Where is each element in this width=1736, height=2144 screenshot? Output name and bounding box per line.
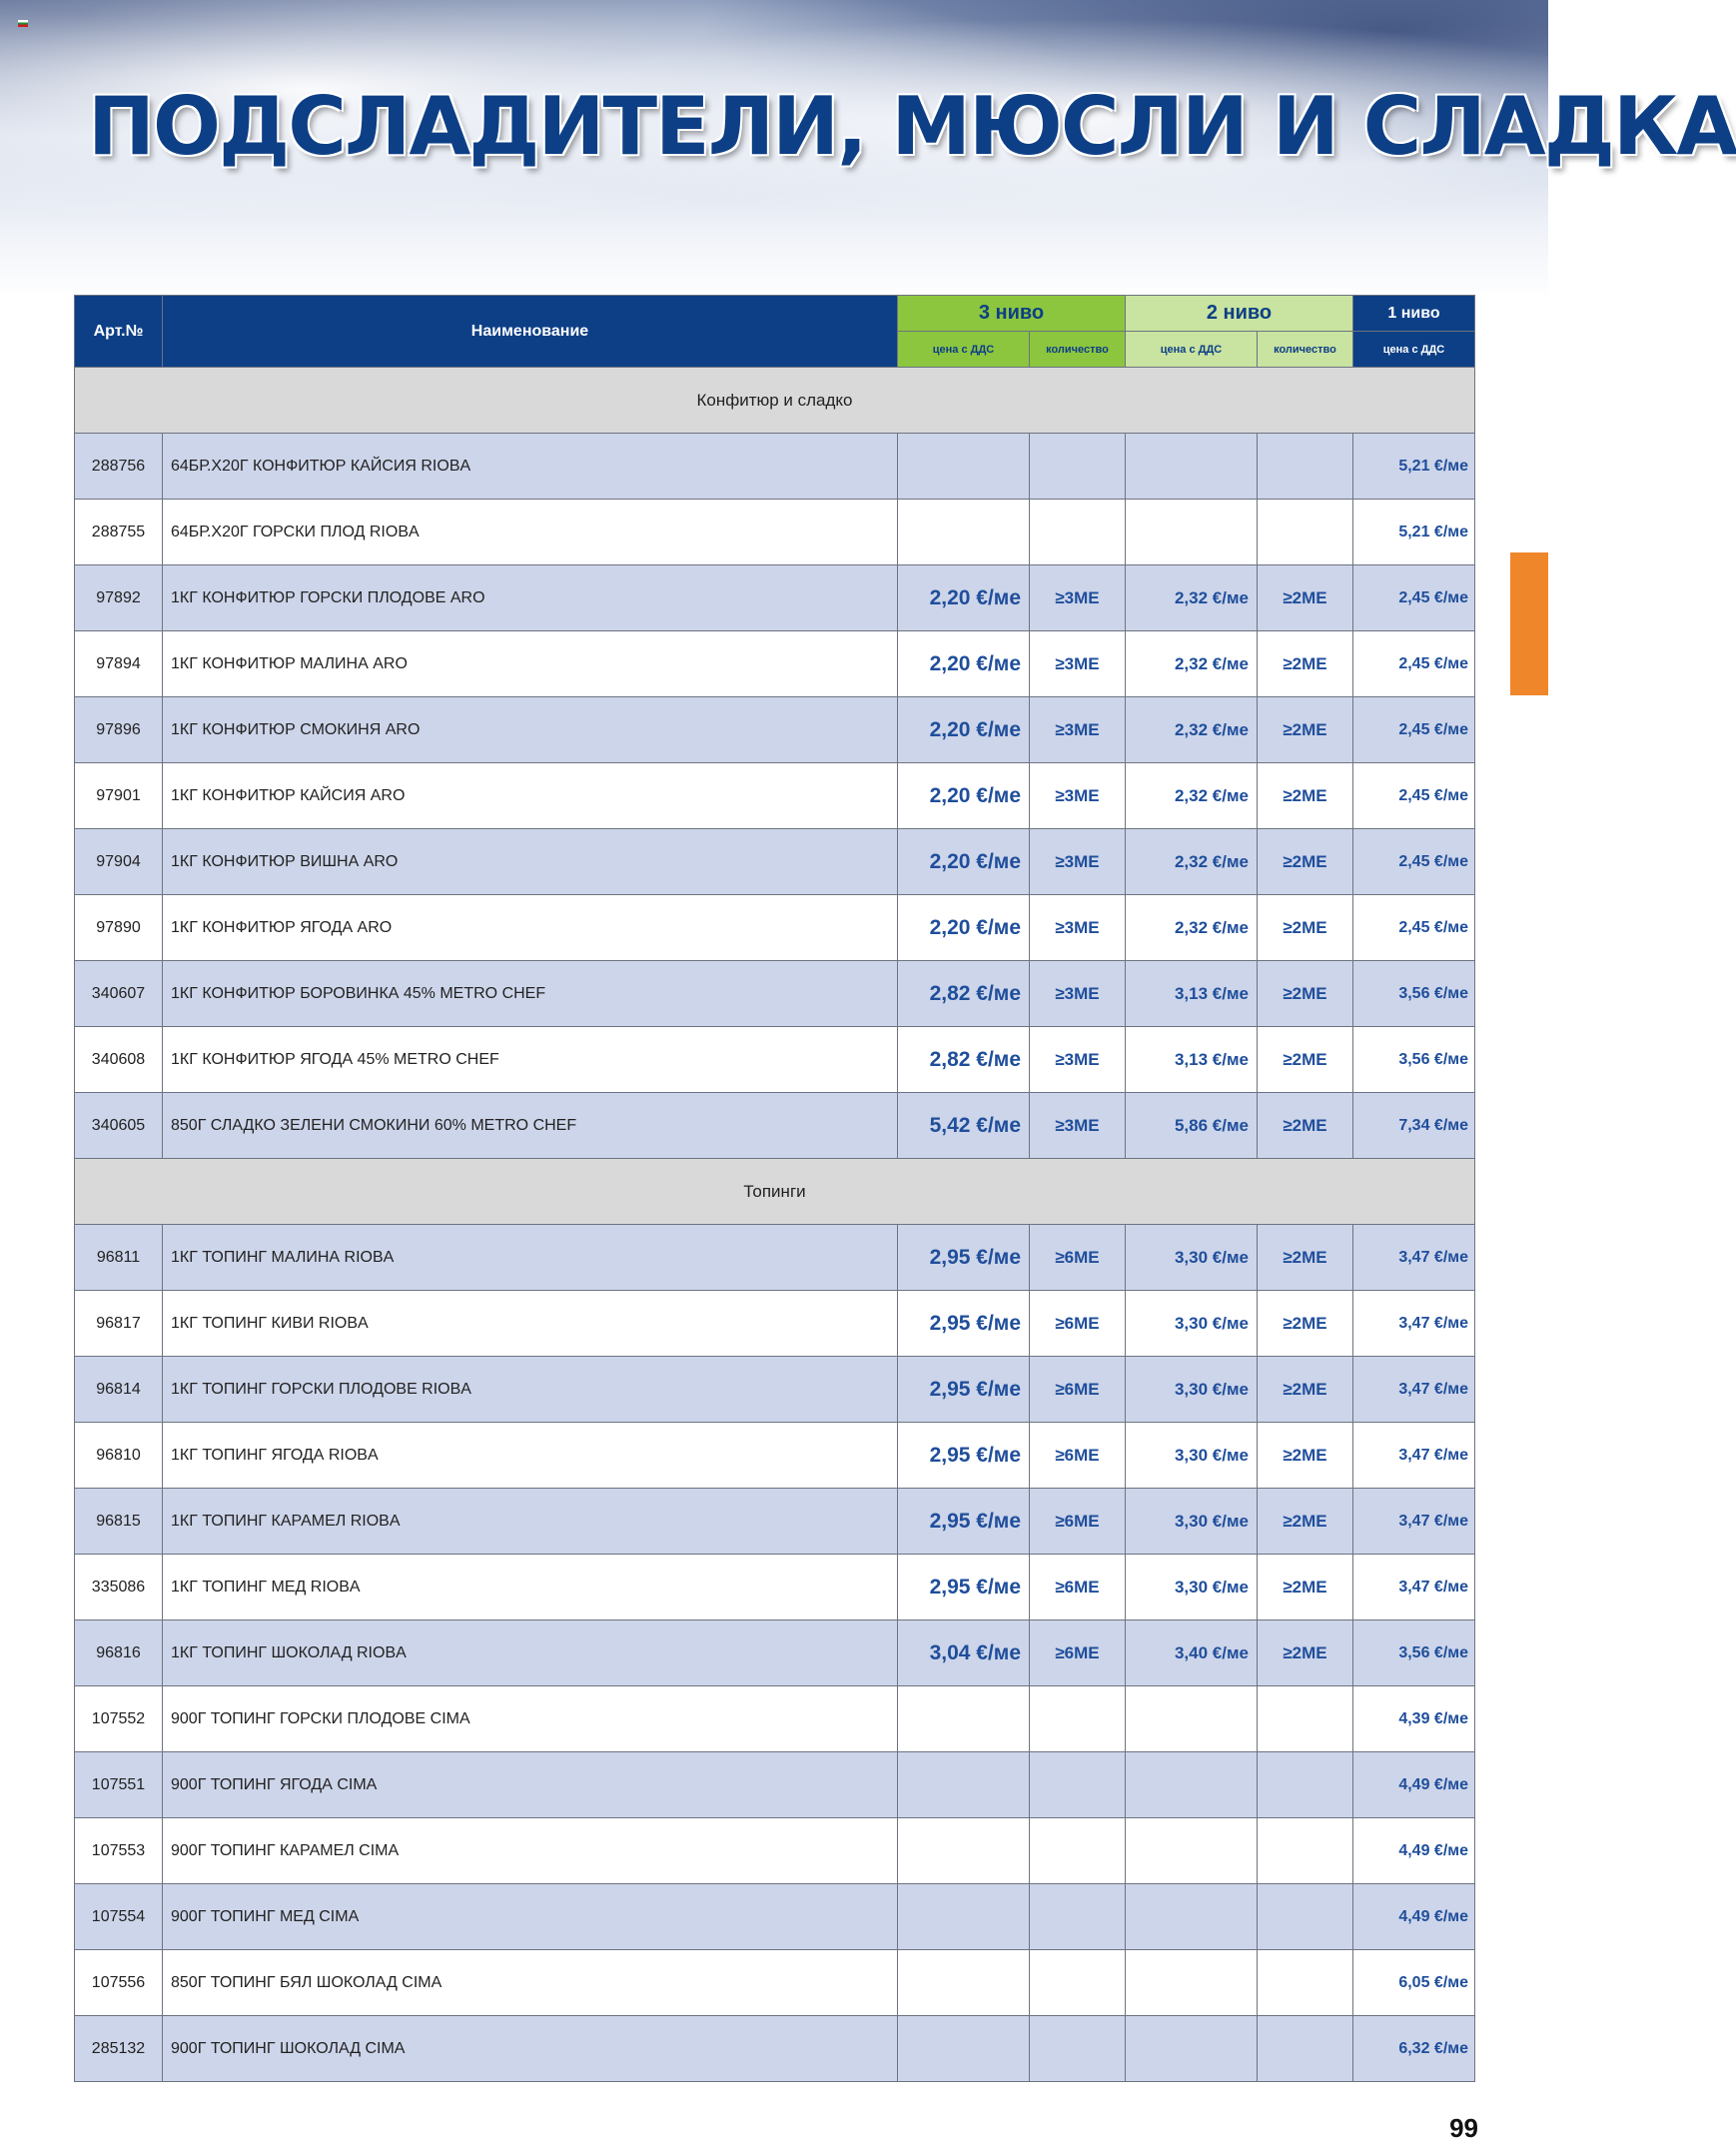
level2-price-cell: 2,32 €/ме [1126,697,1258,763]
level3-price-cell: 2,95 €/ме [898,1291,1030,1357]
article-code-cell: 107553 [75,1818,163,1884]
level3-quantity-cell: ≥3МЕ [1030,631,1126,697]
article-code-cell: 96811 [75,1225,163,1291]
level2-price-cell [1126,1686,1258,1752]
table-row [75,1752,1475,1818]
product-name-cell: 1КГ КОНФИТЮР ВИШНА ARO [163,829,898,895]
product-name-cell: 64БР.Х20Г КОНФИТЮР КАЙСИЯ RIOBA [163,434,898,500]
level3-price-cell: 2,82 €/ме [898,1027,1030,1093]
table-row [75,697,1475,763]
section-title: Топинги [75,1159,1475,1225]
article-code-cell: 288755 [75,500,163,565]
level1-price-cell: 5,21 €/ме [1353,434,1475,500]
level2-price-cell [1126,1884,1258,1950]
article-code-cell: 96816 [75,1620,163,1686]
table-row [75,631,1475,697]
level3-quantity-cell: ≥3МЕ [1030,1093,1126,1159]
article-code-cell: 97890 [75,895,163,961]
header-level2-price: цена с ДДС [1126,332,1258,368]
level3-quantity-cell [1030,1818,1126,1884]
level2-price-cell: 2,32 €/ме [1126,565,1258,631]
level3-price-cell [898,1818,1030,1884]
level1-price-cell: 4,39 €/ме [1353,1686,1475,1752]
level2-price-cell: 3,30 €/ме [1126,1555,1258,1620]
level3-quantity-cell: ≥6МЕ [1030,1620,1126,1686]
level1-price-cell: 2,45 €/ме [1353,763,1475,829]
level2-price-cell: 3,30 €/ме [1126,1489,1258,1555]
level3-price-cell [898,500,1030,565]
level3-quantity-cell [1030,1950,1126,2016]
table-row [75,1291,1475,1357]
level1-price-cell: 5,21 €/ме [1353,500,1475,565]
header-level1: 1 ниво [1353,296,1475,332]
level3-price-cell: 2,82 €/ме [898,961,1030,1027]
level1-price-cell: 2,45 €/ме [1353,829,1475,895]
level3-quantity-cell: ≥3МЕ [1030,1027,1126,1093]
level3-price-cell: 2,95 €/ме [898,1555,1030,1620]
article-code-cell: 97904 [75,829,163,895]
level2-price-cell [1126,434,1258,500]
level2-price-cell: 3,13 €/ме [1126,961,1258,1027]
level3-price-cell: 2,20 €/ме [898,565,1030,631]
level2-quantity-cell: ≥2МЕ [1258,1027,1353,1093]
hero-banner-image [0,0,1736,300]
level2-price-cell: 2,32 €/ме [1126,829,1258,895]
level2-quantity-cell [1258,500,1353,565]
level1-price-cell: 3,47 €/ме [1353,1291,1475,1357]
level3-price-cell [898,1950,1030,2016]
level2-price-cell [1126,1752,1258,1818]
level3-quantity-cell: ≥3МЕ [1030,895,1126,961]
level3-price-cell: 2,20 €/ме [898,697,1030,763]
level1-price-cell: 4,49 €/ме [1353,1884,1475,1950]
table-row [75,1620,1475,1686]
table-row [75,1489,1475,1555]
product-name-cell: 1КГ ТОПИНГ КИВИ RIOBA [163,1291,898,1357]
level1-price-cell: 3,56 €/ме [1353,1620,1475,1686]
article-code-cell: 107552 [75,1686,163,1752]
product-name-cell: 1КГ ТОПИНГ МАЛИНА RIOBA [163,1225,898,1291]
product-name-cell: 900Г ТОПИНГ МЕД CIMA [163,1884,898,1950]
level1-price-cell: 2,45 €/ме [1353,697,1475,763]
product-name-cell: 850Г ТОПИНГ БЯЛ ШОКОЛАД CIMA [163,1950,898,2016]
level2-quantity-cell [1258,434,1353,500]
level3-quantity-cell [1030,500,1126,565]
article-code-cell: 97894 [75,631,163,697]
table-row [75,1357,1475,1423]
level3-price-cell: 2,20 €/ме [898,763,1030,829]
table-row [75,1093,1475,1159]
level2-quantity-cell: ≥2МЕ [1258,829,1353,895]
table-row [75,1884,1475,1950]
level3-price-cell [898,2016,1030,2082]
page-number: 99 [1449,2113,1478,2143]
header-art-no: Арт.№ [75,296,163,368]
level2-quantity-cell: ≥2МЕ [1258,763,1353,829]
article-code-cell: 107551 [75,1752,163,1818]
level3-quantity-cell: ≥6МЕ [1030,1489,1126,1555]
level2-price-cell: 2,32 €/ме [1126,631,1258,697]
article-code-cell: 335086 [75,1555,163,1620]
product-name-cell: 1КГ КОНФИТЮР СМОКИНЯ ARO [163,697,898,763]
level2-quantity-cell: ≥2МЕ [1258,697,1353,763]
level2-quantity-cell: ≥2МЕ [1258,565,1353,631]
header-name: Наименование [163,296,898,368]
article-code-cell: 107556 [75,1950,163,2016]
article-code-cell: 96814 [75,1357,163,1423]
level2-price-cell [1126,1950,1258,2016]
table-row [75,1027,1475,1093]
level3-quantity-cell: ≥6МЕ [1030,1357,1126,1423]
article-code-cell: 97901 [75,763,163,829]
level1-price-cell: 3,47 €/ме [1353,1489,1475,1555]
level2-price-cell [1126,2016,1258,2082]
product-name-cell: 1КГ ТОПИНГ ШОКОЛАД RIOBA [163,1620,898,1686]
article-code-cell: 288756 [75,434,163,500]
level2-price-cell: 2,32 €/ме [1126,895,1258,961]
product-name-cell: 900Г ТОПИНГ КАРАМЕЛ CIMA [163,1818,898,1884]
level2-quantity-cell: ≥2МЕ [1258,631,1353,697]
table-row [75,1225,1475,1291]
level3-quantity-cell: ≥3МЕ [1030,829,1126,895]
level2-price-cell: 3,30 €/ме [1126,1423,1258,1489]
table-row [75,434,1475,500]
price-table [74,295,1475,2082]
product-name-cell: 850Г СЛАДКО ЗЕЛЕНИ СМОКИНИ 60% METRO CHEF [163,1093,898,1159]
level1-price-cell: 3,47 €/ме [1353,1423,1475,1489]
section-title: Конфитюр и сладко [75,368,1475,434]
level3-quantity-cell [1030,434,1126,500]
level1-price-cell: 7,34 €/ме [1353,1093,1475,1159]
level3-quantity-cell: ≥3МЕ [1030,697,1126,763]
product-name-cell: 1КГ КОНФИТЮР ЯГОДА ARO [163,895,898,961]
level2-quantity-cell: ≥2МЕ [1258,1423,1353,1489]
level3-price-cell [898,1686,1030,1752]
header-level2-quantity: количество [1258,332,1353,368]
table-row [75,961,1475,1027]
level2-price-cell: 3,30 €/ме [1126,1357,1258,1423]
level2-quantity-cell [1258,2016,1353,2082]
level3-price-cell [898,434,1030,500]
table-row [75,1950,1475,2016]
level1-price-cell: 3,56 €/ме [1353,1027,1475,1093]
level1-price-cell: 3,47 €/ме [1353,1225,1475,1291]
level3-quantity-cell: ≥3МЕ [1030,961,1126,1027]
product-name-cell: 900Г ТОПИНГ ГОРСКИ ПЛОДОВЕ CIMA [163,1686,898,1752]
level3-price-cell: 2,95 €/ме [898,1357,1030,1423]
product-name-cell: 1КГ КОНФИТЮР МАЛИНА ARO [163,631,898,697]
product-name-cell: 1КГ ТОПИНГ ЯГОДА RIOBA [163,1423,898,1489]
level2-quantity-cell: ≥2МЕ [1258,1489,1353,1555]
level3-price-cell: 2,20 €/ме [898,631,1030,697]
level1-price-cell: 4,49 €/ме [1353,1752,1475,1818]
level2-quantity-cell [1258,1686,1353,1752]
level3-quantity-cell [1030,1686,1126,1752]
level2-quantity-cell: ≥2МЕ [1258,895,1353,961]
product-name-cell: 1КГ КОНФИТЮР ГОРСКИ ПЛОДОВЕ ARO [163,565,898,631]
level2-price-cell [1126,500,1258,565]
level2-quantity-cell: ≥2МЕ [1258,1291,1353,1357]
level2-quantity-cell [1258,1752,1353,1818]
level2-price-cell: 3,40 €/ме [1126,1620,1258,1686]
level2-quantity-cell: ≥2МЕ [1258,961,1353,1027]
section-tab-marker [1510,552,1548,695]
table-row [75,565,1475,631]
level2-price-cell [1126,1818,1258,1884]
table-row [75,829,1475,895]
level2-quantity-cell: ≥2МЕ [1258,1093,1353,1159]
level2-quantity-cell [1258,1884,1353,1950]
level3-price-cell: 2,20 €/ме [898,829,1030,895]
level3-quantity-cell: ≥6МЕ [1030,1225,1126,1291]
level3-quantity-cell [1030,1752,1126,1818]
level3-price-cell [898,1884,1030,1950]
header-level2: 2 ниво [1126,296,1353,332]
level2-quantity-cell: ≥2МЕ [1258,1555,1353,1620]
level2-quantity-cell: ≥2МЕ [1258,1225,1353,1291]
product-name-cell: 900Г ТОПИНГ ЯГОДА CIMA [163,1752,898,1818]
article-code-cell: 107554 [75,1884,163,1950]
level3-quantity-cell: ≥6МЕ [1030,1291,1126,1357]
table-row [75,1423,1475,1489]
article-code-cell: 97896 [75,697,163,763]
level3-price-cell: 2,95 €/ме [898,1489,1030,1555]
article-code-cell: 96817 [75,1291,163,1357]
level2-quantity-cell [1258,1818,1353,1884]
product-name-cell: 900Г ТОПИНГ ШОКОЛАД CIMA [163,2016,898,2082]
table-row [75,500,1475,565]
level1-price-cell: 2,45 €/ме [1353,631,1475,697]
article-code-cell: 285132 [75,2016,163,2082]
level3-quantity-cell [1030,2016,1126,2082]
article-code-cell: 96810 [75,1423,163,1489]
article-code-cell: 96815 [75,1489,163,1555]
level3-price-cell: 2,95 €/ме [898,1225,1030,1291]
level2-price-cell: 3,13 €/ме [1126,1027,1258,1093]
product-name-cell: 1КГ КОНФИТЮР ЯГОДА 45% METRO CHEF [163,1027,898,1093]
level1-price-cell: 3,56 €/ме [1353,961,1475,1027]
table-row [75,1555,1475,1620]
level2-quantity-cell [1258,1950,1353,2016]
level1-price-cell: 4,49 €/ме [1353,1818,1475,1884]
level1-price-cell: 6,32 €/ме [1353,2016,1475,2082]
level1-price-cell: 2,45 €/ме [1353,895,1475,961]
price-table-body [75,368,1475,2082]
level1-price-cell: 6,05 €/ме [1353,1950,1475,2016]
article-code-cell: 340607 [75,961,163,1027]
product-name-cell: 1КГ ТОПИНГ МЕД RIOBA [163,1555,898,1620]
header-level3-quantity: количество [1030,332,1126,368]
header-level1-price: цена с ДДС [1353,332,1475,368]
table-row [75,1818,1475,1884]
level2-price-cell: 3,30 €/ме [1126,1291,1258,1357]
level3-quantity-cell: ≥6МЕ [1030,1555,1126,1620]
header-level3-price: цена с ДДС [898,332,1030,368]
level3-price-cell: 2,20 €/ме [898,895,1030,961]
level1-price-cell: 3,47 €/ме [1353,1357,1475,1423]
article-code-cell: 97892 [75,565,163,631]
flag-icon [18,20,28,27]
header-level3: 3 ниво [898,296,1126,332]
level2-quantity-cell: ≥2МЕ [1258,1620,1353,1686]
level2-price-cell: 3,30 €/ме [1126,1225,1258,1291]
level1-price-cell: 2,45 €/ме [1353,565,1475,631]
level3-price-cell: 3,04 €/ме [898,1620,1030,1686]
table-row [75,1686,1475,1752]
product-name-cell: 64БР.Х20Г ГОРСКИ ПЛОД RIOBA [163,500,898,565]
level3-quantity-cell [1030,1884,1126,1950]
article-code-cell: 340608 [75,1027,163,1093]
table-row [75,763,1475,829]
level1-price-cell: 3,47 €/ме [1353,1555,1475,1620]
article-code-cell: 340605 [75,1093,163,1159]
table-row [75,895,1475,961]
level2-price-cell: 2,32 €/ме [1126,763,1258,829]
product-name-cell: 1КГ КОНФИТЮР БОРОВИНКА 45% METRO CHEF [163,961,898,1027]
section-header-row [75,368,1475,434]
level3-quantity-cell: ≥3МЕ [1030,565,1126,631]
table-row [75,2016,1475,2082]
level2-quantity-cell: ≥2МЕ [1258,1357,1353,1423]
product-name-cell: 1КГ КОНФИТЮР КАЙСИЯ ARO [163,763,898,829]
level3-price-cell: 5,42 €/ме [898,1093,1030,1159]
level3-quantity-cell: ≥3МЕ [1030,763,1126,829]
level3-quantity-cell: ≥6МЕ [1030,1423,1126,1489]
level2-price-cell: 5,86 €/ме [1126,1093,1258,1159]
product-name-cell: 1КГ ТОПИНГ ГОРСКИ ПЛОДОВЕ RIOBA [163,1357,898,1423]
level3-price-cell [898,1752,1030,1818]
section-header-row [75,1159,1475,1225]
level3-price-cell: 2,95 €/ме [898,1423,1030,1489]
product-name-cell: 1КГ ТОПИНГ КАРАМЕЛ RIOBA [163,1489,898,1555]
page-title: ПОДСЛАДИТЕЛИ, МЮСЛИ И СЛАДКА [88,80,1736,173]
